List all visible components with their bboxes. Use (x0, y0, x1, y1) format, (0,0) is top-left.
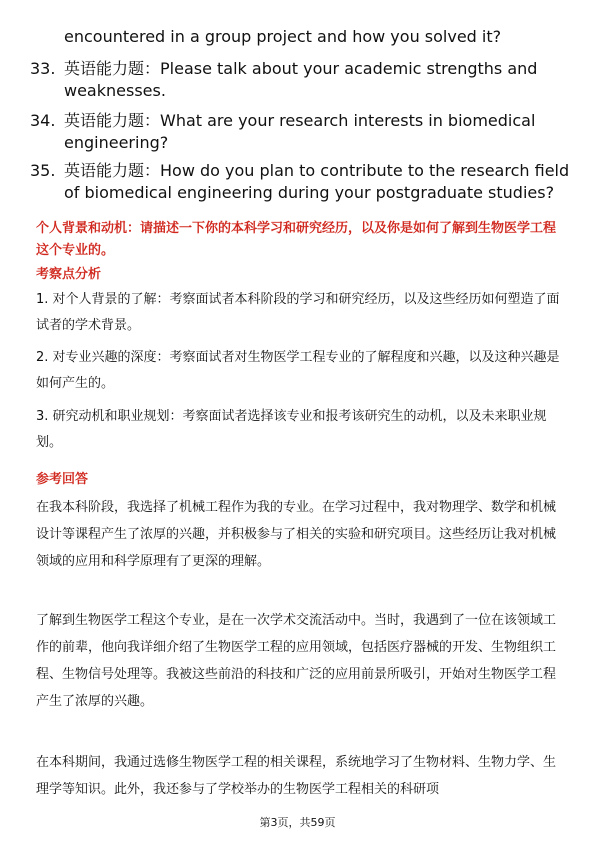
answer-paragraph: 了解到生物医学工程这个专业，是在一次学术交流活动中。当时，我遇到了一位在该领域工作的前辈，他向我详细介绍了生物医学工程的应用领域，包括医疗器械的开发、生物组织工程、生物信号处理等。我被这些前沿的科技和广泛的应用前景所吸引，开始对生物医学工程产生了浓厚的兴趣。 (36, 613, 557, 709)
question-number: 35. (30, 161, 56, 180)
question-text: 英语能力题：Please talk about your academic strengths and weaknesses. (64, 59, 538, 100)
page-number-footer: 第3页，共59页 (259, 816, 336, 829)
question-text: 英语能力题：What are your research interests in biomedical engineering? (64, 111, 536, 152)
question-number: 34. (30, 111, 56, 130)
question-number: 33. (30, 59, 56, 78)
question-35 (30, 160, 570, 204)
section-question: 个人背景和动机：请描述一下你的本科学习和研究经历，以及你是如何了解到生物医学工程这个专业的。 (36, 221, 557, 258)
answer-paragraph: 在本科期间，我通过选修生物医学工程的相关课程，系统地学习了生物材料、生物力学、生理学等知识。此外，我还参与了学校举办的生物医学工程相关的科研项 (36, 755, 557, 797)
analysis-heading: 考察点分析 (36, 267, 102, 282)
question-33 (30, 58, 570, 102)
analysis-point: 2. 对专业兴趣的深度：考察面试者对生物医学工程专业的了解程度和兴趣，以及这种兴趣是如何产生的。 (36, 350, 560, 391)
question-34 (30, 110, 570, 154)
question-32-continuation: encountered in a group project and how you solved it? (64, 27, 502, 46)
analysis-point: 3. 研究动机和职业规划：考察面试者选择该专业和报考该研究生的动机，以及未来职业规划。 (36, 409, 547, 450)
answer-paragraph: 在我本科阶段，我选择了机械工程作为我的专业。在学习过程中，我对物理学、数学和机械设计等课程产生了浓厚的兴趣，并积极参与了相关的实验和研究项目。这些经历让我对机械领域的应用和科学原理有了更深的理解。 (36, 500, 557, 569)
question-text: 英语能力题：How do you plan to contribute to the research field of biomedical engineering during your postgraduate studies? (64, 161, 570, 202)
analysis-point: 1. 对个人背景的了解：考察面试者本科阶段的学习和研究经历，以及这些经历如何塑造了面试者的学术背景。 (36, 292, 560, 333)
answer-heading: 参考回答 (36, 472, 89, 487)
